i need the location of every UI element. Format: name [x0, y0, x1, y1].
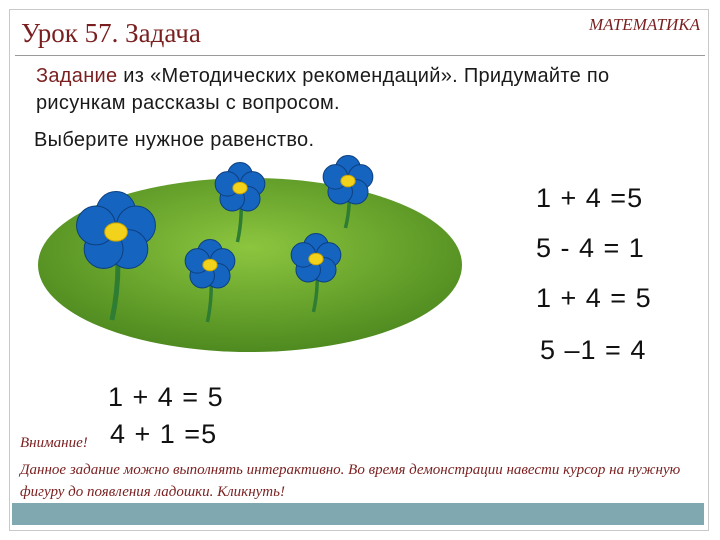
task-word: Задание [36, 65, 118, 87]
interactive-note: Данное задание можно выполнять интерактивно. Во время демонстрации навести курсор на нужную фигуру до появления ладошки. Кликнуть! [20, 462, 681, 500]
bottom-bar [12, 503, 704, 525]
lesson-title: Урок 57. Задача [21, 18, 201, 48]
flower-center [309, 253, 323, 265]
flower-center [203, 259, 217, 271]
equation-option-3[interactable]: 1 + 4 = 5 [536, 283, 652, 313]
flower-center [341, 175, 355, 187]
task-description: из «Методических рекомендаций». Придумайте по рисункам рассказы с вопросом. [36, 65, 610, 114]
attention-label: Внимание! [20, 435, 88, 451]
flower-center [233, 182, 247, 194]
flower-center [105, 223, 128, 241]
task-text [36, 63, 696, 117]
equation-option-4[interactable]: 5 –1 = 4 [540, 335, 647, 365]
instruction: Выберите нужное равенство. [34, 129, 315, 151]
flower-meadow-illustration [28, 150, 468, 360]
answer-equation-2: 4 + 1 =5 [110, 419, 218, 449]
header-divider [15, 55, 705, 56]
answer-equation-1: 1 + 4 = 5 [108, 382, 224, 412]
equation-option-2[interactable]: 5 - 4 = 1 [536, 233, 645, 263]
subject-label: МАТЕМАТИКА [588, 15, 700, 34]
equation-option-1[interactable]: 1 + 4 =5 [536, 183, 644, 213]
